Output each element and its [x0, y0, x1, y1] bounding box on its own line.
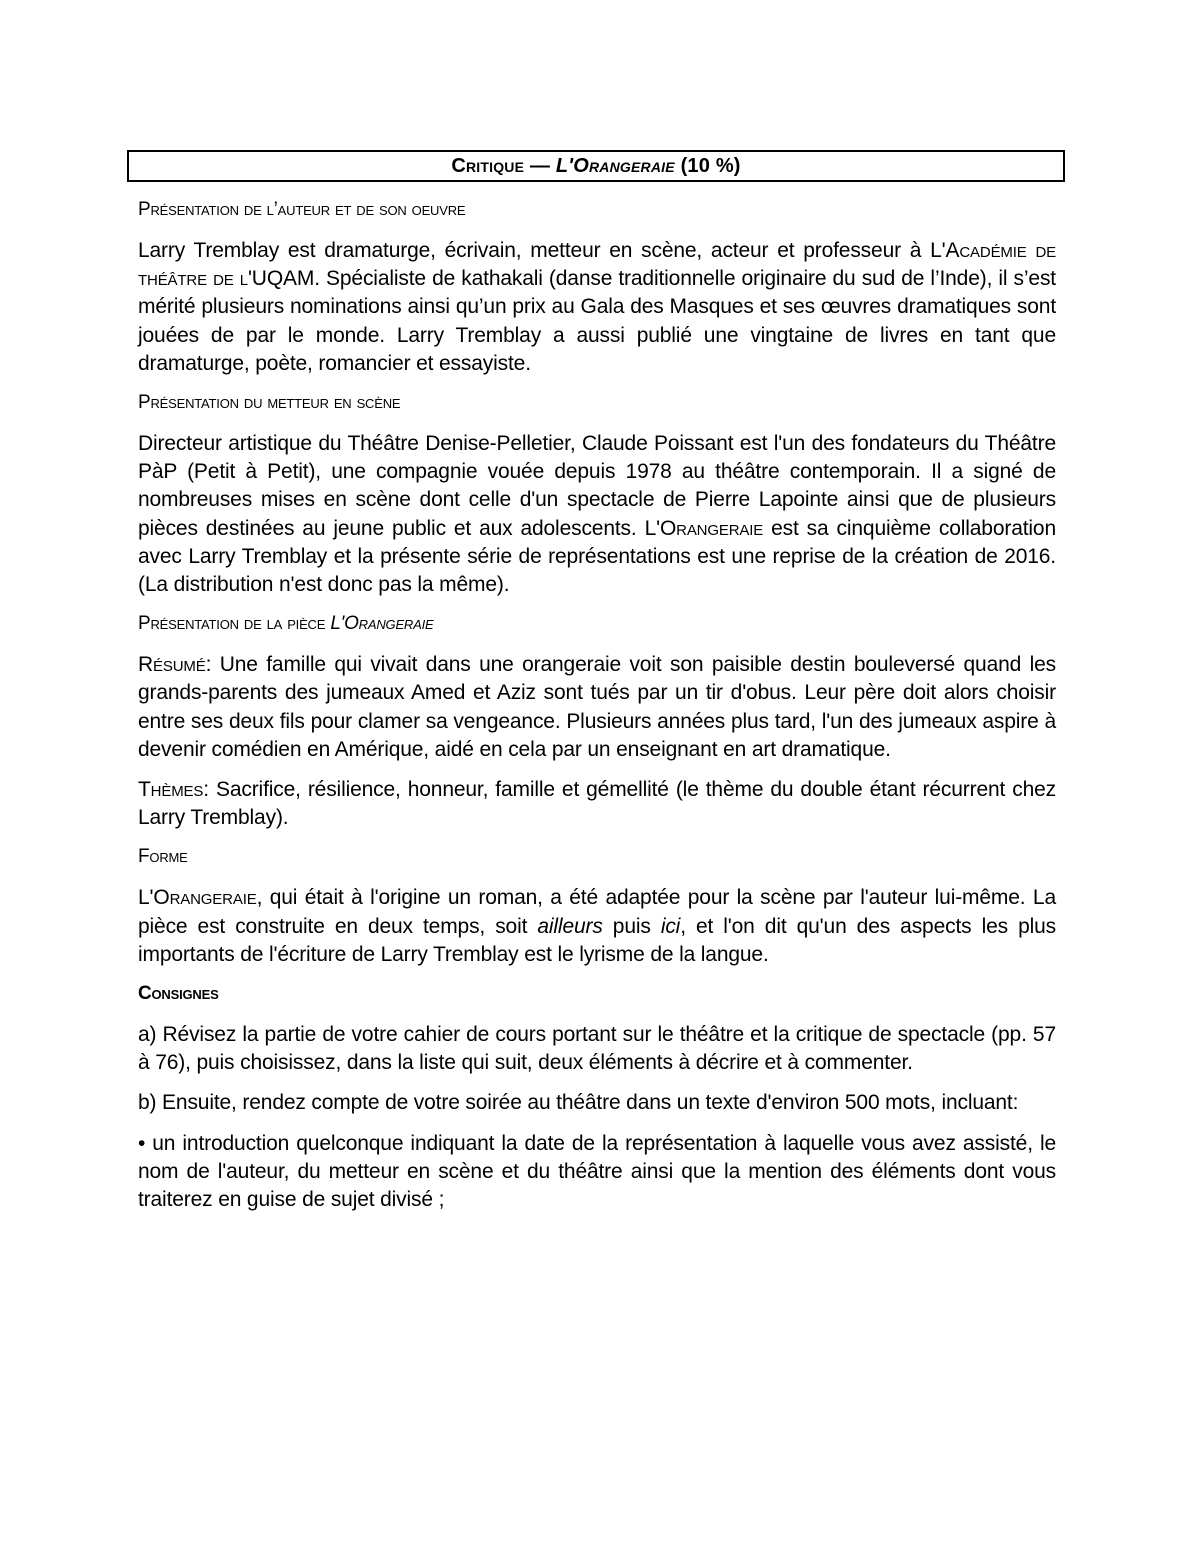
author-academy: L'Académie de théâtre de l'UQAM — [138, 239, 1056, 291]
author-text-1: Larry Tremblay est dramaturge, écrivain, metteur en scène, acteur et professeur à — [138, 239, 922, 262]
piece-heading-play: L'Orangeraie — [330, 613, 434, 635]
piece-heading-label: Présentation de la pièce — [138, 613, 326, 635]
director-play: L'Orangeraie — [644, 516, 764, 540]
document-body — [138, 197, 1056, 1226]
director-heading: Présentation du metteur en scène — [138, 392, 401, 414]
resume-text: Une famille qui vivait dans une orangeraie voit son paisible destin bouleversé quand les grands-parents des jumeaux Amed et Aziz sont tués par un tir d'obus. Leur père doit alors choisir entre ses deux fils pour clamer sa vengeance. Plusieurs années plus tard, l'un des jumeaux aspire à devenir comédien en Amérique, aidé en cela par un enseignant en art dramatique. — [138, 653, 1056, 761]
author-paragraph — [138, 237, 1056, 378]
forme-ici: ici — [660, 914, 681, 938]
themes-paragraph — [138, 776, 1056, 832]
director-text-2: est sa cinquième collaboration avec Larry Tremblay et la présente série de représentations est une reprise de la création de 2016. (La distribution n'est donc pas la même). — [138, 516, 1056, 597]
document-title — [127, 150, 1065, 182]
themes-text: Sacrifice, résilience, honneur, famille et gémellité (le thème du double étant récurrent chez Larry Tremblay). — [138, 778, 1056, 830]
forme-paragraph — [138, 884, 1056, 969]
title-suffix: (10 %) — [680, 154, 741, 177]
director-paragraph — [138, 430, 1056, 599]
title-play: L'Orangeraie — [555, 154, 675, 177]
consigne-b: b) Ensuite, rendez compte de votre soirée au théâtre dans un texte d'environ 500 mots, incluant: — [138, 1091, 1019, 1115]
forme-ailleurs: ailleurs — [537, 914, 603, 938]
resume-label: Résumé: — [138, 653, 212, 677]
forme-puis: puis — [602, 914, 661, 938]
author-text-2: . Spécialiste de kathakali (danse traditionnelle originaire du sud de l’Inde), il s’est mérité plusieurs nominations ainsi qu’un prix au Gala des Masques et ses œuvres dramatiques sont jouées de par le monde. Larry Tremblay a aussi publié une vingtaine de livres en tant que dramaturge, poète, romancier et essayiste. — [138, 267, 1056, 375]
forme-text-1: , qui était à l'origine un roman, a été adaptée pour la scène par l'auteur lui-même. La pièce est construite en deux temps, soit — [138, 886, 1056, 938]
consignes-heading: Consignes — [138, 983, 219, 1005]
forme-play: L'Orangeraie — [138, 886, 257, 910]
forme-heading: Forme — [138, 846, 188, 868]
resume-paragraph — [138, 651, 1056, 764]
themes-label: Thèmes: — [138, 778, 209, 802]
title-prefix: Critique — — [451, 154, 551, 177]
bullet-introduction: • un introduction quelconque indiquant la date de la représentation à laquelle vous avez assisté, le nom de l'auteur, du metteur en scène et du théâtre ainsi que la mention des éléments dont vous traiterez en guise de sujet divisé ; — [138, 1131, 1056, 1212]
forme-text-2: , et l'on dit qu'un des aspects les plus importants de l'écriture de Larry Tremblay est le lyrisme de la langue. — [138, 914, 1056, 966]
piece-heading — [138, 611, 1056, 637]
author-heading: Présentation de l’auteur et de son oeuvre — [138, 199, 466, 220]
consigne-a: a) Révisez la partie de votre cahier de cours portant sur le théâtre et la critique de spectacle (pp. 57 à 76), puis choisissez, dans la liste qui suit, deux éléments à décrire et à commenter. — [138, 1023, 1056, 1075]
director-text-1: Directeur artistique du Théâtre Denise-Pelletier, Claude Poissant est l'un des fondateurs du Théâtre PàP (Petit à Petit), une compagnie vouée depuis 1978 au théâtre contemporain. Il a signé de nombreuses mises en scène dont celle d'un spectacle de Pierre Lapointe ainsi que de plusieurs pièces destinées au jeune public et aux adolescents. — [138, 432, 1056, 540]
